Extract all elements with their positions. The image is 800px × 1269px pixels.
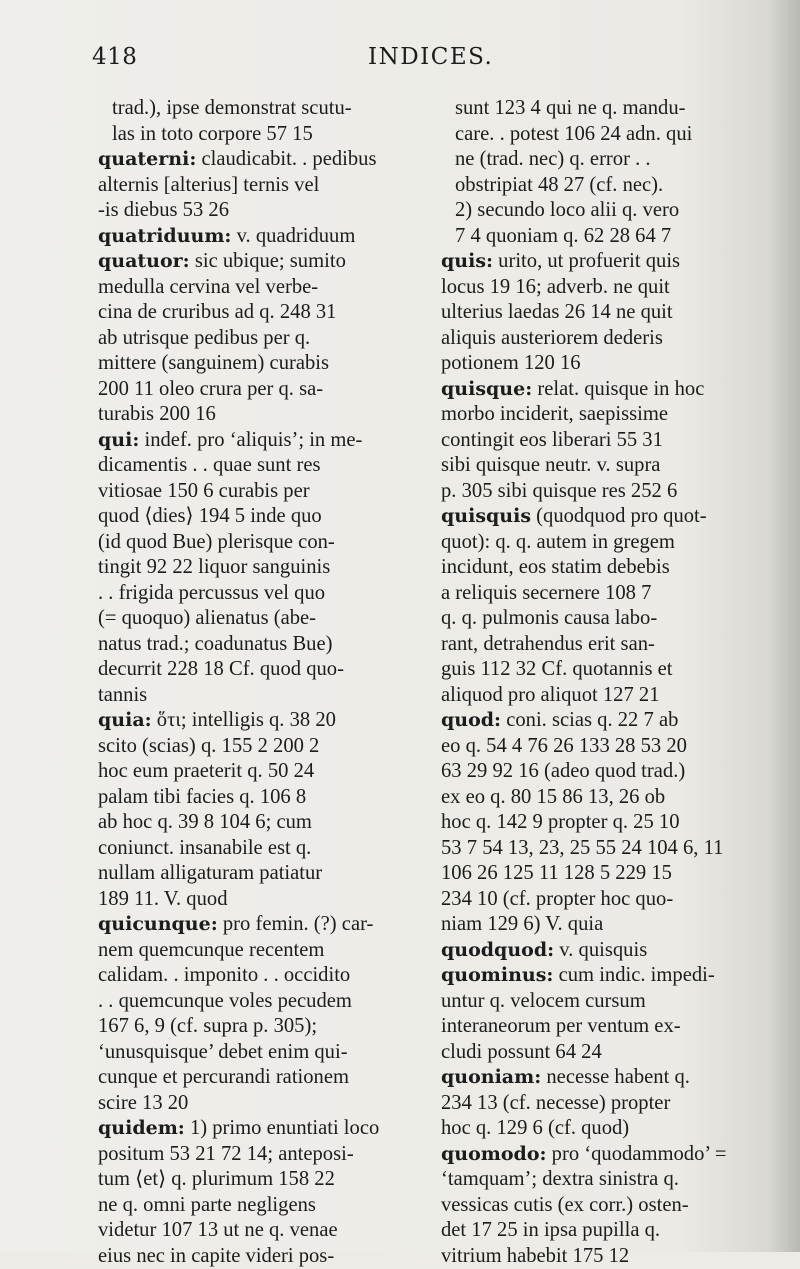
entry-line: [455, 530, 741, 556]
entry-text: cunque et percurandi rationem: [98, 1066, 349, 1088]
entry-text: cina de cruribus ad q. 248 31: [98, 301, 336, 323]
entry-text: decurrit 228 18 Cf. quod quo-: [98, 658, 344, 680]
index-entry: [441, 708, 741, 938]
entry-line: [112, 1218, 398, 1244]
index-entry: [441, 96, 741, 249]
entry-text: indef. pro ‘aliquis’; in me-: [139, 429, 362, 451]
entry-text: care. . potest 106 24 adn. qui: [455, 123, 692, 145]
entry-line: [112, 1244, 398, 1269]
entry-text: sunt 123 4 qui ne q. mandu-: [455, 97, 686, 119]
entry-text: a reliquis secernere 108 7: [441, 582, 651, 604]
entry-line: [455, 1040, 741, 1066]
entry-line: [112, 734, 398, 760]
index-column-right: [441, 96, 741, 1269]
entry-line: [112, 275, 398, 301]
entry-headword: quatriduum:: [98, 225, 231, 247]
entry-line: [112, 657, 398, 683]
entry-line: [112, 249, 398, 275]
entry-line: [455, 606, 741, 632]
entry-line: [112, 453, 398, 479]
entry-text: ne q. omni parte negligens: [98, 1194, 316, 1216]
entry-text: contingit eos liberari 55 31: [441, 429, 663, 451]
entry-headword: qui:: [98, 429, 139, 451]
entry-text: scito (scias) q. 155 2 200 2: [98, 735, 319, 757]
entry-text: tum ⟨et⟩ q. plurimum 158 22: [98, 1168, 335, 1190]
entry-line: [455, 122, 741, 148]
entry-line: [112, 530, 398, 556]
entry-text: claudicabit. . pedibus: [196, 148, 376, 170]
entry-line: [455, 1142, 741, 1168]
entry-text: scire 13 20: [98, 1092, 188, 1114]
page-number: 418: [92, 44, 137, 70]
entry-line: [112, 428, 398, 454]
entry-line: [112, 606, 398, 632]
entry-text: det 17 25 in ipsa pupilla q.: [441, 1219, 660, 1241]
entry-text: hoc eum praeterit q. 50 24: [98, 760, 314, 782]
entry-line: [112, 887, 398, 913]
entry-text: vitiosae 150 6 curabis per: [98, 480, 310, 502]
entry-line: [112, 785, 398, 811]
entry-text: (= quoquo) alienatus (abe-: [98, 607, 316, 629]
entry-line: [455, 887, 741, 913]
entry-line: [455, 1244, 741, 1269]
entry-line: [112, 1065, 398, 1091]
entry-line: [455, 147, 741, 173]
entry-line: [455, 810, 741, 836]
index-entry: [98, 708, 398, 912]
entry-text: 63 29 92 16 (adeo quod trad.): [441, 760, 685, 782]
entry-line: [455, 912, 741, 938]
entry-text: obstripiat 48 27 (cf. nec).: [455, 174, 663, 196]
entry-text: 1) primo enuntiati loco: [185, 1117, 379, 1139]
index-entry: [441, 963, 741, 1065]
entry-line: [112, 632, 398, 658]
entry-line: [455, 275, 741, 301]
entry-line: [455, 351, 741, 377]
entry-text: . . frigida percussus vel quo: [98, 582, 325, 604]
entry-text: (quodquod pro quot-: [531, 505, 707, 527]
entry-headword: quatuor:: [98, 250, 190, 272]
entry-text: untur q. velocem cursum: [441, 990, 646, 1012]
entry-text: rant, detrahendus erit san-: [441, 633, 655, 655]
entry-text: 7 4 quoniam q. 62 28 64 7: [455, 225, 671, 247]
entry-line: [455, 1193, 741, 1219]
entry-line: [112, 836, 398, 862]
entry-line: [455, 555, 741, 581]
entry-line: [455, 1218, 741, 1244]
entry-text: tannis: [98, 684, 147, 706]
entry-headword: quominus:: [441, 964, 553, 986]
entry-line: [112, 479, 398, 505]
entry-line: [455, 785, 741, 811]
entry-line: [455, 989, 741, 1015]
entry-line: [455, 657, 741, 683]
entry-text: incidunt, eos statim debebis: [441, 556, 670, 578]
entry-line: [112, 1014, 398, 1040]
entry-text: necesse habent q.: [541, 1066, 690, 1088]
entry-text: ne (trad. nec) q. error . .: [455, 148, 651, 170]
entry-text: las in toto corpore 57 15: [112, 123, 313, 145]
entry-text: eo q. 54 4 76 26 133 28 53 20: [441, 735, 687, 757]
entry-line: [455, 1116, 741, 1142]
entry-line: [112, 147, 398, 173]
entry-line: [455, 759, 741, 785]
entry-text: 234 10 (cf. propter hoc quo-: [441, 888, 673, 910]
entry-line: [112, 1142, 398, 1168]
entry-text: palam tibi facies q. 106 8: [98, 786, 306, 808]
entry-line: [112, 683, 398, 709]
entry-line: [455, 581, 741, 607]
entry-text: ‘unusquisque’ debet enim qui-: [98, 1041, 348, 1063]
index-entry: [441, 1142, 741, 1269]
entry-text: vessicas cutis (ex corr.) osten-: [441, 1194, 689, 1216]
entry-line: [112, 912, 398, 938]
index-entry: [98, 428, 398, 709]
entry-text: ὅτι; intelligis q. 38 20: [152, 709, 336, 731]
entry-line: [112, 402, 398, 428]
entry-text: pro femin. (?) car-: [218, 913, 374, 935]
entry-line: [112, 555, 398, 581]
entry-text: dicamentis . . quae sunt res: [98, 454, 320, 476]
page-header: [92, 44, 764, 84]
entry-headword: quidem:: [98, 1117, 185, 1139]
entry-text: calidam. . imponito . . occidito: [98, 964, 350, 986]
entry-line: [455, 428, 741, 454]
index-entry: [98, 249, 398, 428]
entry-text: relat. quisque in hoc: [532, 378, 704, 400]
index-entry: [98, 96, 398, 147]
entry-text: trad.), ipse demonstrat scutu-: [112, 97, 352, 119]
entry-text: morbo inciderit, saepissime: [441, 403, 668, 425]
entry-line: [455, 377, 741, 403]
entry-line: [112, 938, 398, 964]
entry-line: [455, 479, 741, 505]
entry-text: ab hoc q. 39 8 104 6; cum: [98, 811, 312, 833]
index-entry: [441, 249, 741, 377]
entry-line: [112, 351, 398, 377]
entry-text: sic ubique; sumito: [190, 250, 346, 272]
entry-line: [455, 1091, 741, 1117]
entry-text: cludi possunt 64 24: [441, 1041, 602, 1063]
entry-line: [455, 632, 741, 658]
entry-text: cum indic. impedi-: [553, 964, 714, 986]
index-entry: [441, 938, 741, 964]
entry-headword: quomodo:: [441, 1143, 547, 1165]
entry-text: nem quemcunque recentem: [98, 939, 324, 961]
entry-line: [455, 708, 741, 734]
entry-text: hoc q. 142 9 propter q. 25 10: [441, 811, 680, 833]
entry-text: 234 13 (cf. necesse) propter: [441, 1092, 670, 1114]
entry-line: [112, 96, 398, 122]
index-entry: [98, 912, 398, 1116]
entry-text: ulterius laedas 26 14 ne quit: [441, 301, 673, 323]
entry-text: guis 112 32 Cf. quotannis et: [441, 658, 672, 680]
entry-text: v. quisquis: [554, 939, 647, 961]
entry-text: v. quadriduum: [231, 225, 355, 247]
entry-line: [112, 708, 398, 734]
entry-text: coniunct. insanabile est q.: [98, 837, 311, 859]
index-entry: [98, 224, 398, 250]
entry-line: [455, 96, 741, 122]
entry-text: eius nec in capite videri pos-: [98, 1245, 334, 1267]
entry-line: [455, 938, 741, 964]
entry-text: q. q. pulmonis causa labo-: [441, 607, 657, 629]
entry-line: [112, 1193, 398, 1219]
entry-line: [455, 734, 741, 760]
entry-text: nullam alligaturam patiatur: [98, 862, 322, 884]
entry-text: -is diebus 53 26: [98, 199, 229, 221]
index-entry: [441, 504, 741, 708]
entry-text: potionem 120 16: [441, 352, 581, 374]
entry-text: medulla cervina vel verbe-: [98, 276, 318, 298]
entry-text: quod ⟨dies⟩ 194 5 inde quo: [98, 505, 322, 527]
entry-line: [112, 1040, 398, 1066]
entry-line: [112, 759, 398, 785]
entry-line: [455, 1167, 741, 1193]
entry-text: positum 53 21 72 14; anteposi-: [98, 1143, 354, 1165]
entry-line: [455, 326, 741, 352]
entry-text: videtur 107 13 ut ne q. venae: [98, 1219, 338, 1241]
entry-text: hoc q. 129 6 (cf. quod): [441, 1117, 629, 1139]
entry-text: aliquis austeriorem dederis: [441, 327, 663, 349]
index-entry: [441, 1065, 741, 1142]
entry-text: mittere (sanguinem) curabis: [98, 352, 329, 374]
entry-line: [455, 173, 741, 199]
entry-text: vitrium habebit 175 12: [441, 1245, 629, 1267]
entry-headword: quicunque:: [98, 913, 218, 935]
entry-line: [112, 1116, 398, 1142]
entry-headword: quisque:: [441, 378, 532, 400]
entry-line: [112, 224, 398, 250]
entry-text: pro ‘quodammodo’ =: [547, 1143, 727, 1165]
entry-text: 106 26 125 11 128 5 229 15: [441, 862, 672, 884]
entry-line: [112, 810, 398, 836]
entry-headword: quis:: [441, 250, 493, 272]
entry-text: urito, ut profuerit quis: [493, 250, 680, 272]
entry-line: [455, 836, 741, 862]
entry-text: interaneorum per ventum ex-: [441, 1015, 681, 1037]
index-entry: [441, 377, 741, 505]
entry-text: 53 7 54 13, 23, 25 55 24 104 6, 11: [441, 837, 723, 859]
entry-line: [455, 861, 741, 887]
entry-line: [112, 989, 398, 1015]
entry-text: locus 19 16; adverb. ne quit: [441, 276, 670, 298]
entry-line: [112, 1091, 398, 1117]
index-entry: [98, 147, 398, 224]
entry-line: [112, 173, 398, 199]
entry-line: [455, 453, 741, 479]
entry-line: [455, 683, 741, 709]
entry-line: [112, 963, 398, 989]
entry-text: turabis 200 16: [98, 403, 216, 425]
entry-line: [455, 1014, 741, 1040]
entry-line: [455, 300, 741, 326]
entry-line: [112, 504, 398, 530]
entry-line: [455, 1065, 741, 1091]
entry-line: [112, 300, 398, 326]
entry-text: . . quemcunque voles pecudem: [98, 990, 352, 1012]
entry-text: ‘tamquam’; dextra sinistra q.: [441, 1168, 679, 1190]
entry-text: sibi quisque neutr. v. supra: [441, 454, 660, 476]
entry-text: p. 305 sibi quisque res 252 6: [441, 480, 677, 502]
entry-text: ex eo q. 80 15 86 13, 26 ob: [441, 786, 665, 808]
entry-line: [112, 377, 398, 403]
entry-line: [455, 198, 741, 224]
entry-text: 189 11. V. quod: [98, 888, 228, 910]
entry-line: [112, 326, 398, 352]
entry-text: natus trad.; coadunatus Bue): [98, 633, 332, 655]
entry-text: quot): q. q. autem in gregem: [441, 531, 675, 553]
entry-headword: quodquod:: [441, 939, 554, 961]
entry-line: [112, 1167, 398, 1193]
entry-headword: quisquis: [441, 505, 531, 527]
entry-text: aliquod pro aliquot 127 21: [441, 684, 660, 706]
entry-line: [455, 224, 741, 250]
entry-text: tingit 92 22 liquor sanguinis: [98, 556, 330, 578]
entry-line: [112, 122, 398, 148]
entry-line: [112, 198, 398, 224]
entry-text: coni. scias q. 22 7 ab: [501, 709, 678, 731]
entry-text: 200 11 oleo crura per q. sa-: [98, 378, 323, 400]
entry-headword: quod:: [441, 709, 501, 731]
entry-headword: quoniam:: [441, 1066, 541, 1088]
entry-line: [455, 504, 741, 530]
index-entry: [98, 1116, 398, 1269]
index-column-left: [98, 96, 398, 1269]
entry-text: 2) secundo loco alii q. vero: [455, 199, 679, 221]
entry-text: ab utrisque pedibus per q.: [98, 327, 310, 349]
entry-headword: quaterni:: [98, 148, 196, 170]
entry-headword: quia:: [98, 709, 152, 731]
entry-text: 167 6, 9 (cf. supra p. 305);: [98, 1015, 317, 1037]
running-title: INDICES.: [368, 44, 493, 70]
entry-line: [112, 861, 398, 887]
entry-text: (id quod Bue) plerisque con-: [98, 531, 335, 553]
entry-text: alternis [alterius] ternis vel: [98, 174, 319, 196]
entry-text: niam 129 6) V. quia: [441, 913, 603, 935]
entry-line: [455, 963, 741, 989]
entry-line: [455, 249, 741, 275]
entry-line: [112, 581, 398, 607]
entry-line: [455, 402, 741, 428]
